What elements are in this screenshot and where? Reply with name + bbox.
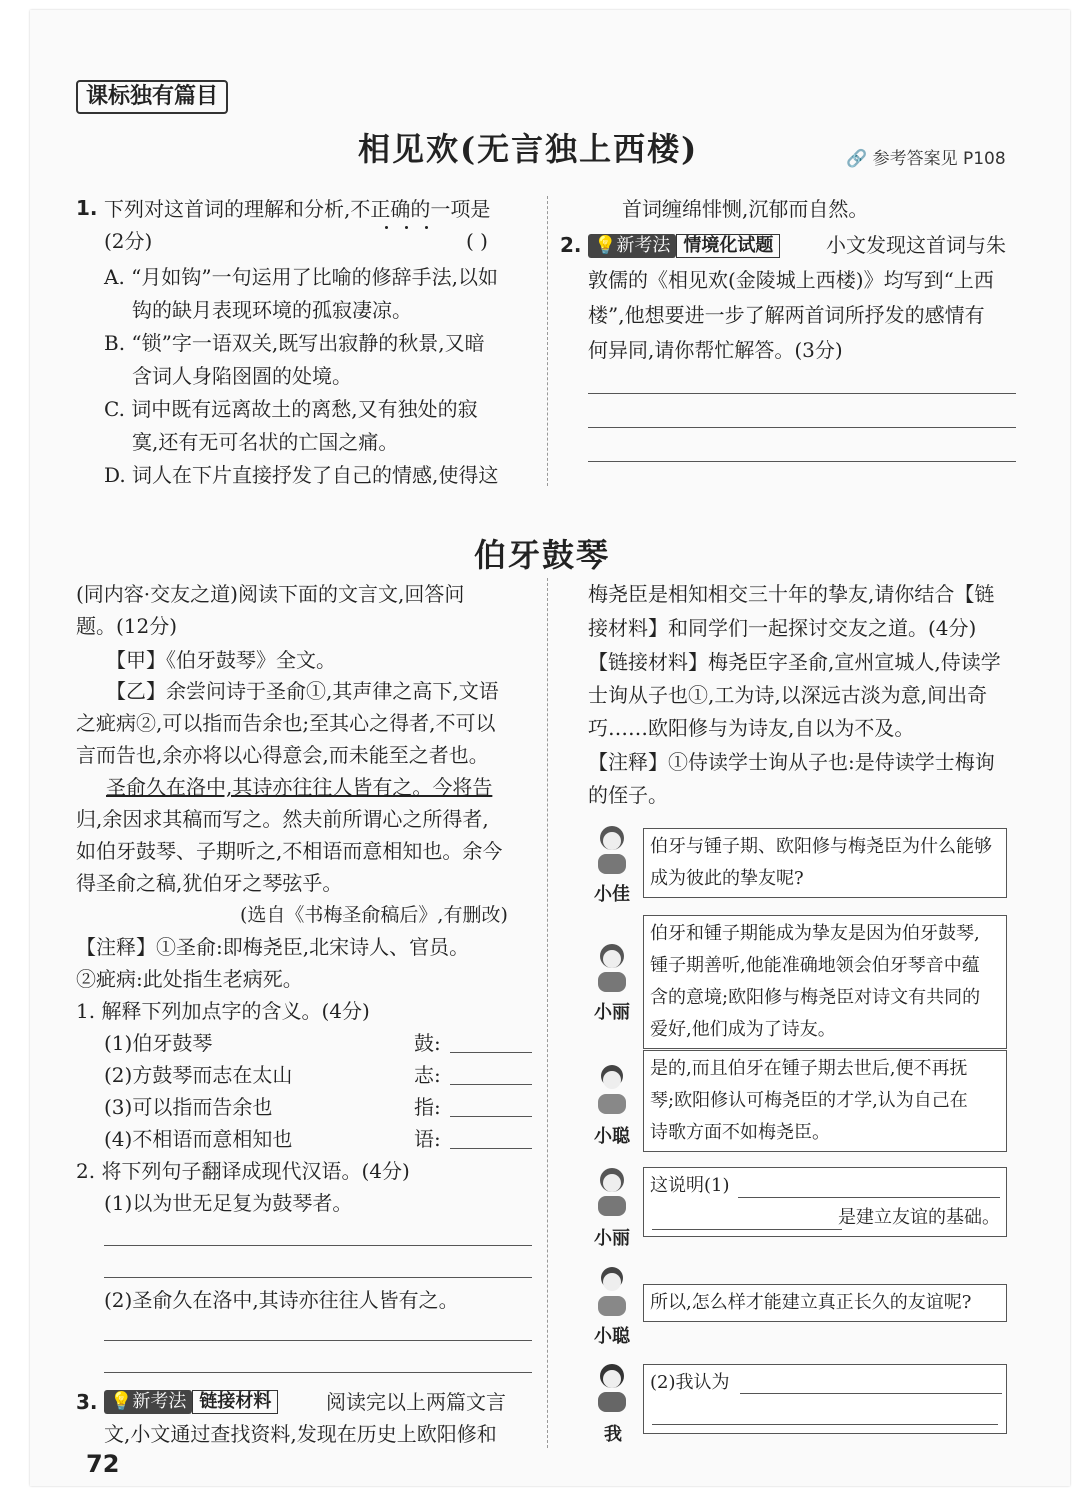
lightbulb-icon: 💡 (110, 1391, 133, 1412)
answer-ref-text: 参考答案见 P108 (872, 149, 1006, 169)
option-a-2: 钩的缺月表现环境的孤寂凄凉。 (132, 298, 412, 322)
option-c-1[interactable]: C. 词中既有远离故土的离愁,又有独处的寂 (104, 397, 478, 421)
p2-q2-item-2: (2)圣俞久在洛中,其诗亦往往人皆有之。 (104, 1288, 459, 1312)
bubble-line: (2)我认为 (650, 1372, 730, 1393)
student-avatar-icon (590, 1262, 634, 1318)
q2-line-4: 何异同,请你帮忙解答。(3分) (588, 338, 843, 362)
bubble-line: 含的意境;欧阳修与梅尧臣对诗文有共同的 (650, 987, 981, 1008)
yi-line-7: 得圣俞之稿,犹伯牙之琴弦乎。 (76, 871, 343, 895)
speaker-name: 小聪 (594, 1126, 630, 1147)
link-notes-2: 的侄子。 (588, 783, 668, 807)
blank-line[interactable] (450, 1116, 532, 1117)
q1-line-1: 下列对这首词的理解和分析,不正确的一项是 (104, 197, 491, 221)
link-notes-1: 【注释】①侍读学士询从子也:是侍读学士梅询 (588, 750, 995, 774)
option-b-2: 含词人身陷囹圄的处境。 (132, 364, 352, 388)
link-line-3: 巧……欧阳修与为诗友,自以为不及。 (588, 716, 915, 740)
q3-line-4: 接材料】和同学们一起探讨交友之道。(4分) (588, 616, 977, 640)
bubble-line: 是的,而且伯牙在锺子期去世后,便不再抚 (650, 1058, 968, 1079)
me-avatar-icon (590, 1358, 634, 1414)
p2-q1-key-3: 指: (414, 1095, 441, 1119)
link-line-2: 士询从子也①,工为诗,以深远古淡为意,间出奇 (588, 683, 988, 707)
speech-bubble (643, 915, 1007, 1049)
yi-line-3: 言而告也,余亦将以心得意会,而未能至之者也。 (76, 743, 489, 767)
speech-bubble (643, 1050, 1007, 1152)
speaker-name: 我 (604, 1424, 622, 1445)
p2-q2-stem: 2. 将下列句子翻译成现代汉语。(4分) (76, 1159, 410, 1183)
fill-blank-line[interactable] (740, 1393, 1002, 1394)
speaker-name: 小丽 (594, 1002, 630, 1023)
badge-text: 新考法 (616, 235, 671, 256)
q1-line-2: (2分) (104, 229, 153, 253)
blank-line[interactable] (450, 1148, 532, 1149)
blank-line[interactable] (450, 1084, 532, 1085)
link-material-badge: 链接材料 (192, 1390, 278, 1414)
bubble-line: 是建立友谊的基础。 (838, 1207, 1000, 1228)
p2-q1-stem: 1. 解释下列加点字的含义。(4分) (76, 999, 370, 1023)
new-method-badge (588, 234, 676, 258)
q1-number: 1. (76, 196, 98, 220)
bubble-line: 诗歌方面不如梅尧臣。 (650, 1122, 830, 1143)
q2-line-1: 小文发现这首词与朱 (826, 233, 1006, 257)
answer-line[interactable] (104, 1340, 532, 1341)
section-tag: 课标独有篇目 (76, 80, 228, 114)
q3-line-3: 梅尧臣是相知相交三十年的挚友,请你结合【链 (588, 582, 995, 606)
p2-q1-key-4: 语: (414, 1127, 441, 1151)
bubble-line: 所以,怎么样才能建立真正长久的友谊呢? (650, 1292, 972, 1313)
fill-blank-line[interactable] (652, 1424, 998, 1425)
answer-line[interactable] (588, 427, 1016, 428)
q2-badges (588, 234, 780, 258)
poem1-title: 相见欢(无言独上西楼) (358, 130, 699, 168)
yi-line-4: 圣俞久在洛中,其诗亦往往人皆有之。今将告 (106, 775, 493, 799)
blank-line[interactable] (450, 1052, 532, 1053)
p2-q1-item-2: (2)方鼓琴而志在太山 (104, 1063, 293, 1087)
student-avatar-icon (590, 1162, 634, 1218)
option-b-1[interactable]: B. “锁”字一语双关,既写出寂静的秋景,又暗 (104, 331, 485, 355)
answer-line[interactable] (104, 1245, 532, 1246)
answer-line[interactable] (588, 393, 1016, 394)
notes-line-2: ②疵病:此处指生老病死。 (76, 967, 303, 991)
bubble-line: 琴;欧阳修认可梅尧臣的才学,认为自己在 (650, 1090, 968, 1111)
answer-line[interactable] (104, 1277, 532, 1278)
q1-answer-bracket[interactable]: ( ) (466, 229, 488, 253)
student-avatar-icon (590, 1060, 634, 1116)
notes-line-1: 【注释】①圣俞:即梅尧臣,北宋诗人、官员。 (76, 935, 470, 959)
answer-ref (846, 144, 1006, 169)
q3-line-1: 阅读完以上两篇文言 (326, 1390, 506, 1414)
q2-number: 2. (560, 233, 582, 257)
speech-bubble (643, 828, 1007, 898)
option-a-1[interactable]: A. “月如钩”一句运用了比喻的修辞手法,以如 (104, 265, 498, 289)
column-divider-2 (547, 578, 548, 1448)
option-c-2: 寞,还有无可名状的亡国之痛。 (132, 430, 399, 454)
speaker-name: 小丽 (594, 1228, 630, 1249)
answer-line[interactable] (104, 1372, 532, 1373)
source-note: (选自《书梅圣俞稿后》,有删改) (240, 904, 508, 926)
link-icon: 🔗 (846, 149, 868, 169)
p2-q1-item-4: (4)不相语而意相知也 (104, 1127, 293, 1151)
column-divider-1 (547, 196, 548, 486)
yi-line-6: 如伯牙鼓琴、子期听之,不相语而意相知也。余今 (76, 839, 503, 863)
speech-bubble (643, 1167, 1007, 1237)
answer-line[interactable] (588, 461, 1016, 462)
intro-line-1: (同内容·交友之道)阅读下面的文言文,回答问 (76, 582, 465, 606)
q3-line-2: 文,小文通过查找资料,发现在历史上欧阳修和 (104, 1422, 497, 1446)
bubble-line: 成为彼此的挚友呢? (650, 868, 804, 889)
page-number: 72 (86, 1450, 120, 1478)
jia-text: 【甲】《伯牙鼓琴》全文。 (106, 648, 336, 672)
poem2-title: 伯牙鼓琴 (474, 536, 611, 574)
link-line-1: 【链接材料】梅尧臣字圣俞,宣州宣城人,侍读学 (588, 650, 1001, 674)
p2-q3-number: 3. (76, 1390, 98, 1414)
student-avatar-icon (590, 820, 634, 876)
p2-q1-item-1: (1)伯牙鼓琴 (104, 1031, 213, 1055)
p2-q1-key-2: 志: (414, 1063, 441, 1087)
bubble-line: 伯牙与锺子期、欧阳修与梅尧臣为什么能够 (650, 836, 992, 857)
speaker-name: 小佳 (594, 884, 630, 905)
p2-q1-key-1: 鼓: (414, 1031, 441, 1055)
bubble-line: 这说明(1) (650, 1175, 730, 1196)
badge-text: 新考法 (132, 1391, 187, 1412)
fill-blank-line[interactable] (652, 1229, 842, 1230)
p2-q2-item-1: (1)以为世无足复为鼓琴者。 (104, 1191, 353, 1215)
option-d-1[interactable]: D. 词人在下片直接抒发了自己的情感,使得这 (104, 463, 499, 487)
speaker-name: 小聪 (594, 1326, 630, 1347)
lightbulb-icon: 💡 (594, 235, 617, 256)
q2-line-2: 敦儒的《相见欢(金陵城上西楼)》均写到“上西 (588, 268, 994, 292)
yi-line-5: 归,余因求其稿而写之。然夫前所谓心之所得者, (76, 807, 489, 831)
yi-line-1: 【乙】余尝问诗于圣俞①,其声律之高下,文语 (106, 679, 499, 703)
q3-badges (104, 1390, 278, 1414)
fill-blank-line[interactable] (738, 1197, 1000, 1198)
yi-line-2: 之疵病②,可以指而告余也;至其心之得者,不可以 (76, 711, 496, 735)
p2-q1-item-3: (3)可以指而告余也 (104, 1095, 273, 1119)
scenario-badge: 情境化试题 (676, 234, 780, 258)
q2-line-3: 楼”,他想要进一步了解两首词所抒发的感情有 (588, 303, 985, 327)
bubble-line: 伯牙和锺子期能成为挚友是因为伯牙鼓琴, (650, 923, 980, 944)
bubble-line: 锺子期善听,他能准确地领会伯牙琴音中蕴 (650, 955, 980, 976)
intro-line-2: 题。(12分) (76, 614, 178, 638)
option-d-2: 首词缠绵悱恻,沉郁而自然。 (622, 197, 869, 221)
new-method-badge (104, 1390, 192, 1414)
student-avatar-icon (590, 938, 634, 994)
bubble-line: 爱好,他们成为了诗友。 (650, 1019, 836, 1040)
speech-bubble (643, 1284, 1007, 1322)
